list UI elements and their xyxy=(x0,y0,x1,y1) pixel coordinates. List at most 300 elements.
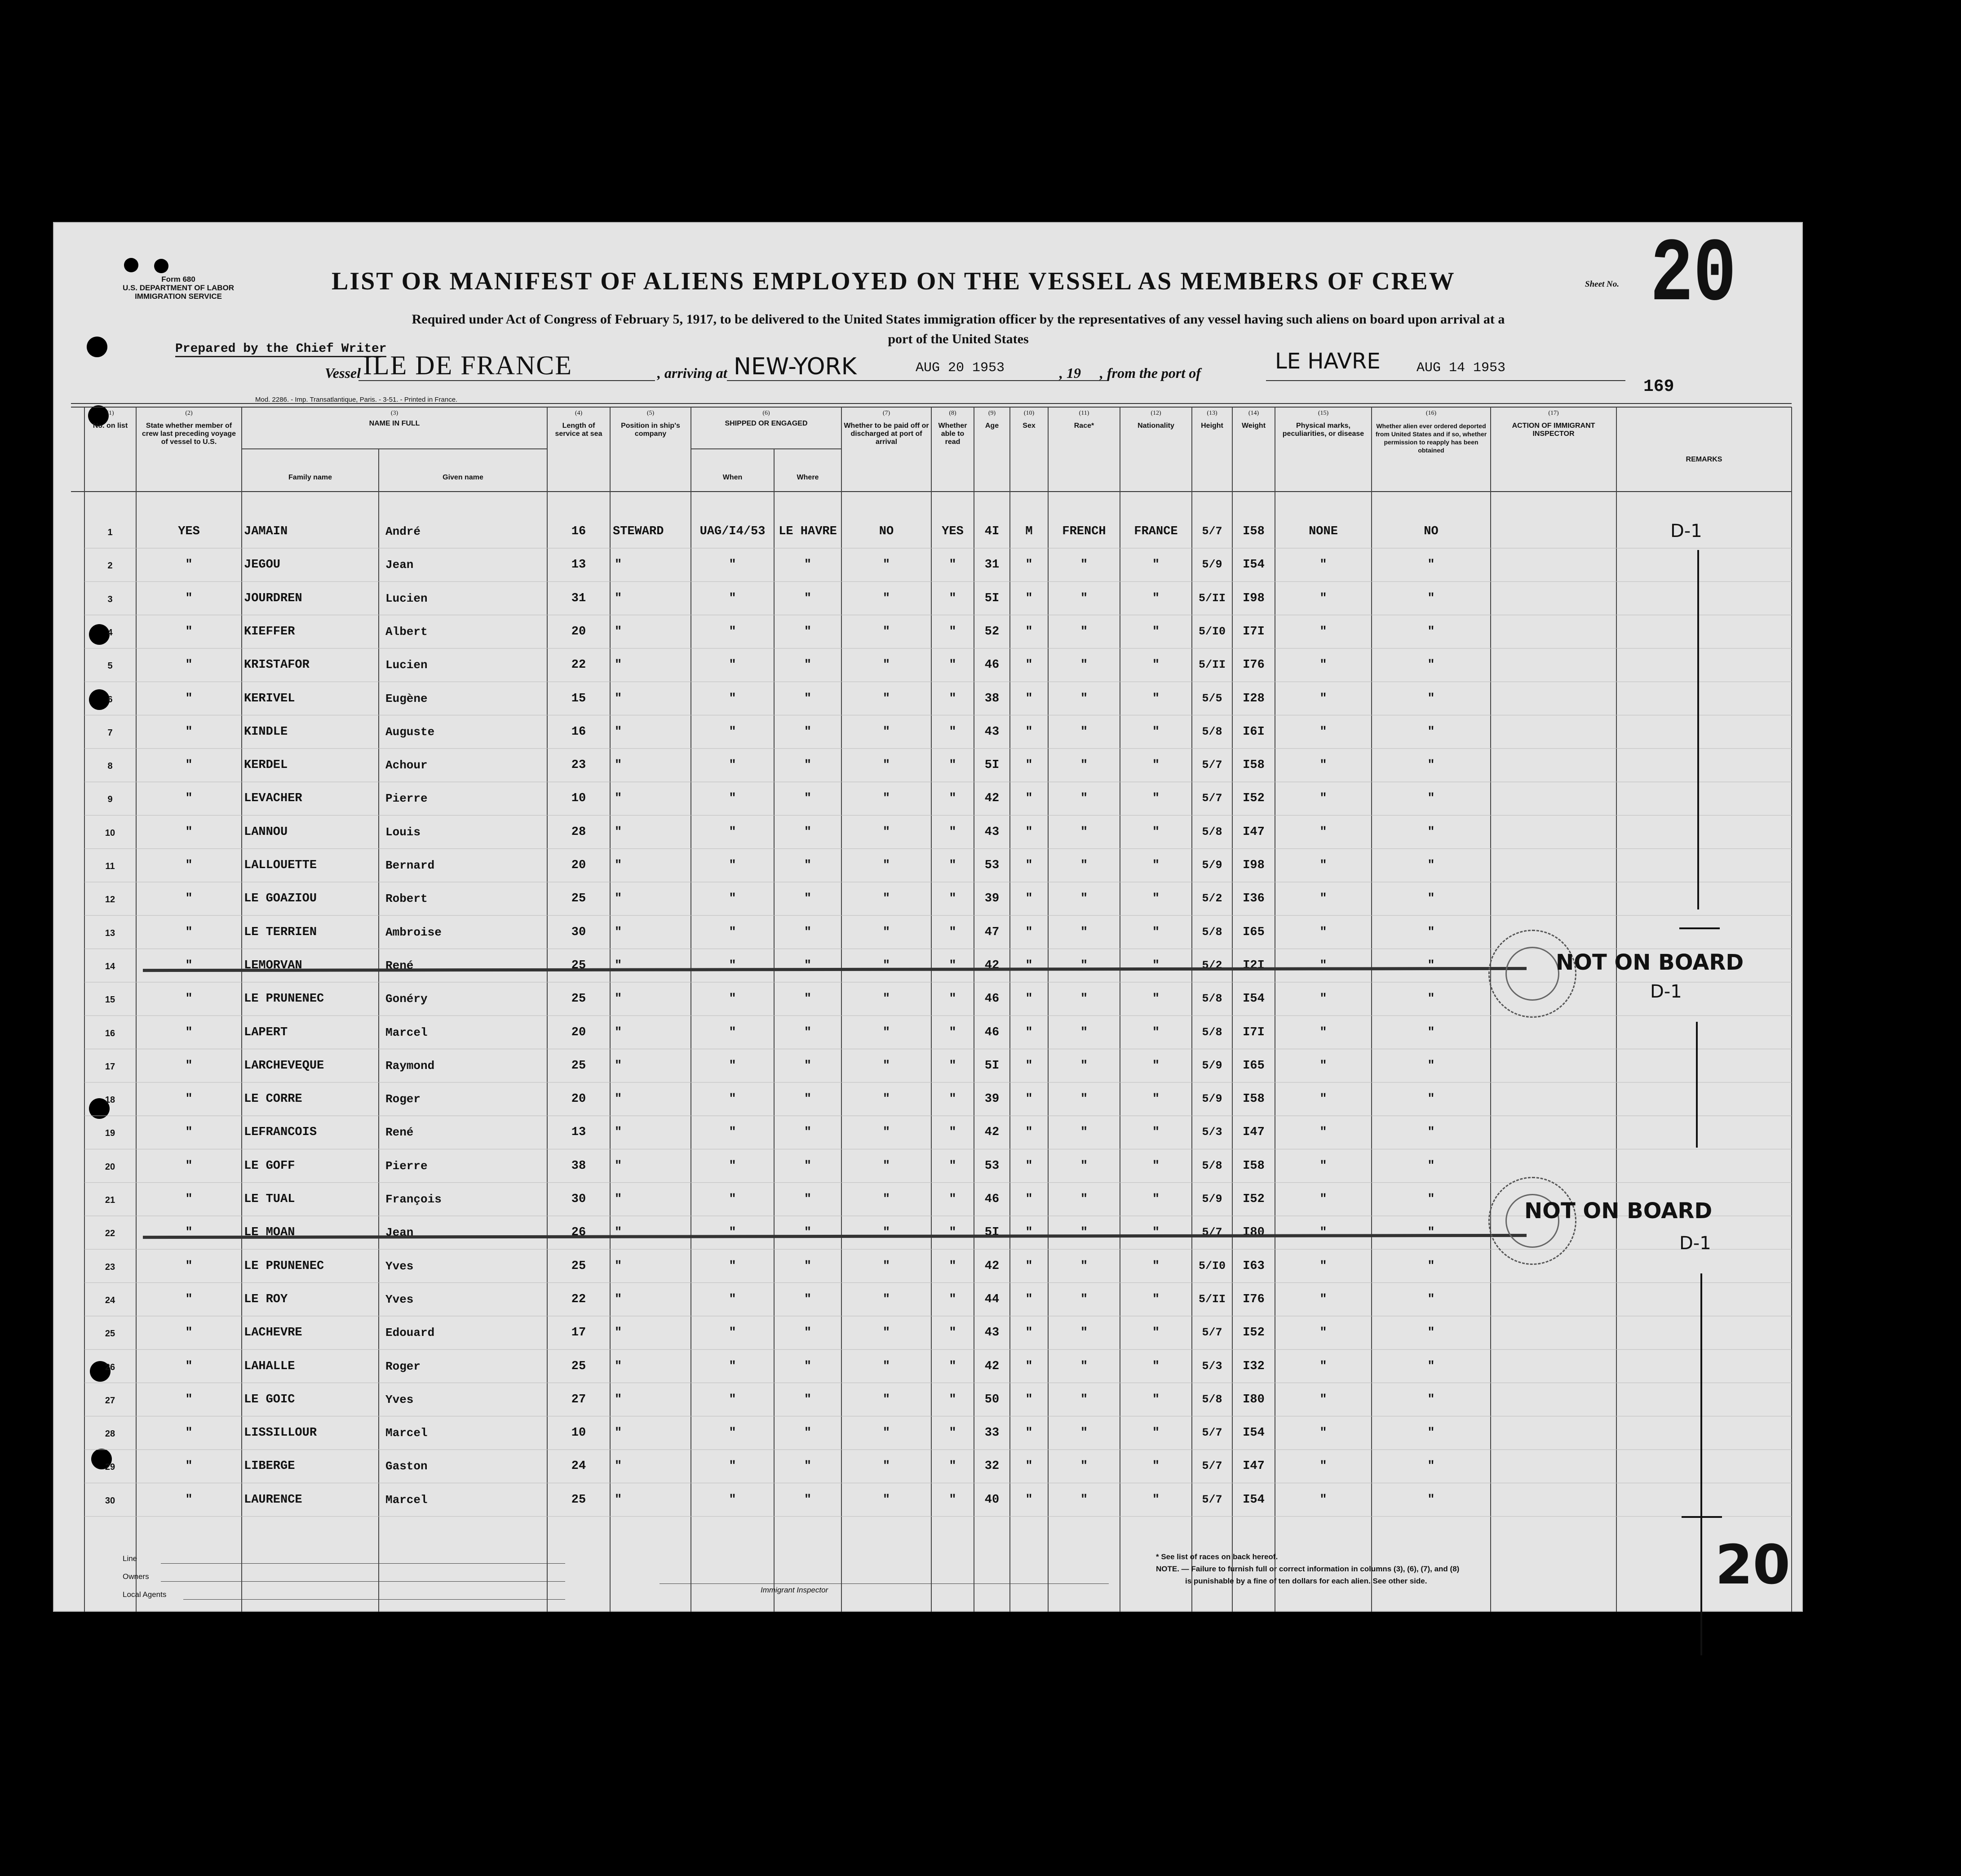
physical-marks: " xyxy=(1319,1226,1327,1240)
able-to-read: " xyxy=(949,1292,956,1306)
physical-marks: " xyxy=(1319,1259,1327,1273)
row-number: 15 xyxy=(105,995,115,1005)
position: " xyxy=(615,1025,622,1039)
manifest-sheet xyxy=(53,222,1803,1612)
sheet-number-bottom: 20 xyxy=(1715,1534,1790,1597)
nationality: " xyxy=(1152,825,1160,839)
physical-marks: " xyxy=(1319,892,1327,906)
prev-voyage: " xyxy=(185,1259,193,1273)
row-number: 13 xyxy=(105,928,115,938)
height: 5/II xyxy=(1198,591,1226,605)
remark-bracket-end xyxy=(1679,927,1720,929)
given-name: Auguste xyxy=(385,725,435,739)
sex: " xyxy=(1025,958,1033,972)
able-to-read: " xyxy=(949,859,956,872)
given-name: André xyxy=(385,525,421,538)
position: " xyxy=(615,1359,622,1373)
nationality: " xyxy=(1152,1292,1160,1306)
given-name: Marcel xyxy=(385,1493,428,1507)
nationality: " xyxy=(1152,692,1160,705)
sex: " xyxy=(1025,1493,1033,1507)
nationality: " xyxy=(1152,892,1160,906)
height: 5/8 xyxy=(1202,992,1222,1006)
prev-voyage: YES xyxy=(178,525,200,538)
age: 33 xyxy=(984,1426,1000,1440)
family-name-header: Family name xyxy=(288,474,332,481)
given-name: Pierre xyxy=(385,792,428,806)
height: 5/3 xyxy=(1202,1126,1222,1139)
age: 52 xyxy=(984,625,1000,639)
shipped-when: UAG/I4/53 xyxy=(699,525,766,538)
c16-number: (16) xyxy=(1425,410,1437,417)
deported: " xyxy=(1427,1326,1435,1340)
position: STEWARD xyxy=(613,525,664,538)
deported: " xyxy=(1427,825,1435,839)
nationality: " xyxy=(1152,1025,1160,1039)
row-number: 5 xyxy=(107,661,113,671)
able-to-read: " xyxy=(949,658,956,672)
height: 5/3 xyxy=(1202,1359,1222,1373)
height: 5/8 xyxy=(1202,1393,1222,1406)
sex: " xyxy=(1025,1092,1033,1106)
shipped-where-header: Where xyxy=(797,474,819,481)
shipped-when: " xyxy=(729,1025,736,1039)
sex: " xyxy=(1025,825,1033,839)
physical-marks: " xyxy=(1319,1126,1327,1140)
given-name: Jean xyxy=(385,1226,414,1240)
family-name: KRISTAFOR xyxy=(244,658,310,672)
sheet-number-label: Sheet No. xyxy=(1585,279,1619,289)
c13-header: Height xyxy=(1201,422,1223,430)
weight: I76 xyxy=(1243,1292,1265,1306)
paid-off: " xyxy=(882,1259,890,1273)
given-name: Bernard xyxy=(385,859,435,872)
prev-voyage: " xyxy=(185,1092,193,1106)
deported: " xyxy=(1427,1226,1435,1240)
family-name: LE PRUNENEC xyxy=(244,992,324,1006)
service-length: 10 xyxy=(571,1426,586,1440)
prev-voyage: " xyxy=(185,792,193,806)
shipped-where: " xyxy=(804,792,812,806)
race: " xyxy=(1080,1092,1088,1106)
position: " xyxy=(615,1426,622,1440)
shipped-where: " xyxy=(804,958,812,972)
sex: " xyxy=(1025,758,1033,772)
weight: I63 xyxy=(1243,1259,1265,1273)
position: " xyxy=(615,792,622,806)
weight: I76 xyxy=(1243,658,1265,672)
prepared-by: Prepared by the Chief Writer xyxy=(175,342,386,357)
service-length: 26 xyxy=(571,1226,586,1240)
service-length: 25 xyxy=(571,1493,586,1507)
deported: " xyxy=(1427,558,1435,572)
shipped-where: " xyxy=(804,992,812,1006)
shipped-when: " xyxy=(729,1426,736,1440)
deported: " xyxy=(1427,1193,1435,1206)
paid-off: " xyxy=(882,1126,890,1140)
service-length: 30 xyxy=(571,925,586,939)
paid-off: " xyxy=(882,1092,890,1106)
agents-field xyxy=(183,1599,565,1600)
height: 5/II xyxy=(1198,1292,1226,1306)
able-to-read: " xyxy=(949,1226,956,1240)
row-number: 4 xyxy=(107,627,113,638)
deported: " xyxy=(1427,725,1435,739)
race: " xyxy=(1080,591,1088,605)
physical-marks: " xyxy=(1319,1159,1327,1173)
row-number: 11 xyxy=(105,861,115,871)
shipped-when: " xyxy=(729,859,736,872)
nationality: " xyxy=(1152,1259,1160,1273)
deported: " xyxy=(1427,958,1435,972)
able-to-read: " xyxy=(949,1393,956,1406)
race: " xyxy=(1080,1259,1088,1273)
position: " xyxy=(615,1159,622,1173)
deported: " xyxy=(1427,792,1435,806)
footnote-note: NOTE. — Failure to furnish full or correct information in columns (3), (6), (7), and (8) xyxy=(1156,1565,1460,1573)
physical-marks: " xyxy=(1319,958,1327,972)
paid-off: " xyxy=(882,859,890,872)
service-length: 24 xyxy=(571,1459,586,1473)
service-length: 25 xyxy=(571,892,586,906)
prev-voyage: " xyxy=(185,925,193,939)
deported: " xyxy=(1427,1259,1435,1273)
service-length: 20 xyxy=(571,859,586,872)
nationality: " xyxy=(1152,925,1160,939)
prev-voyage: " xyxy=(185,992,193,1006)
prev-voyage: " xyxy=(185,1292,193,1306)
age: 32 xyxy=(984,1459,1000,1473)
race: " xyxy=(1080,992,1088,1006)
shipped-when: " xyxy=(729,825,736,839)
sex: " xyxy=(1025,1025,1033,1039)
deported: NO xyxy=(1424,525,1439,538)
race: " xyxy=(1080,1326,1088,1340)
prev-voyage: " xyxy=(185,825,193,839)
paid-off: " xyxy=(882,1326,890,1340)
row-number: 23 xyxy=(105,1262,115,1272)
c14-number: (14) xyxy=(1248,410,1259,417)
able-to-read: " xyxy=(949,925,956,939)
physical-marks: " xyxy=(1319,1359,1327,1373)
c9-header: Age xyxy=(985,422,999,430)
height: 5/8 xyxy=(1202,825,1222,838)
shipped-when: " xyxy=(729,992,736,1006)
weight: I36 xyxy=(1243,892,1265,906)
family-name: LAHALLE xyxy=(244,1359,295,1373)
weight: I80 xyxy=(1243,1393,1265,1406)
prev-voyage: " xyxy=(185,658,193,672)
owners-field xyxy=(161,1581,565,1582)
shipped-when-header: When xyxy=(722,474,743,481)
given-name: Pierre xyxy=(385,1159,428,1173)
given-name: René xyxy=(385,1126,414,1140)
paid-off: " xyxy=(882,725,890,739)
shipped-when: " xyxy=(729,892,736,906)
able-to-read: YES xyxy=(942,525,964,538)
position: " xyxy=(615,1226,622,1240)
paid-off: " xyxy=(882,1426,890,1440)
form-number: Form 680 xyxy=(161,275,195,284)
family-name: LEFRANCOIS xyxy=(244,1126,317,1140)
footnote-races: * See list of races on back hereof. xyxy=(1156,1552,1278,1561)
year-label: , 19 xyxy=(1059,365,1081,381)
row-number: 2 xyxy=(107,561,113,571)
race: " xyxy=(1080,1359,1088,1373)
race: " xyxy=(1080,1493,1088,1507)
given-name: François xyxy=(385,1193,442,1206)
shipped-where: " xyxy=(804,1259,812,1273)
nationality: " xyxy=(1152,958,1160,972)
vessel-label: Vessel xyxy=(325,365,361,381)
physical-marks: " xyxy=(1319,1459,1327,1473)
given-name: Achour xyxy=(385,758,428,772)
paid-off: " xyxy=(882,825,890,839)
able-to-read: " xyxy=(949,792,956,806)
age: 5I xyxy=(984,1059,1000,1073)
requirement-line-2: port of the United States xyxy=(888,332,1029,346)
age: 46 xyxy=(984,658,1000,672)
height: 5/9 xyxy=(1202,1092,1222,1106)
race: " xyxy=(1080,1459,1088,1473)
able-to-read: " xyxy=(949,591,956,605)
physical-marks: " xyxy=(1319,758,1327,772)
prev-voyage: " xyxy=(185,1226,193,1240)
c6-number: (6) xyxy=(762,410,770,417)
departure-port: LE HAVRE xyxy=(1275,349,1381,374)
shipped-where: " xyxy=(804,625,812,639)
local-agents-label: Local Agents xyxy=(123,1590,167,1599)
c2-header: State whether member of crew last preceding voyage of vessel to U.S. xyxy=(142,422,236,446)
shipped-when: " xyxy=(729,1126,736,1140)
deported: " xyxy=(1427,1126,1435,1140)
row-number: 20 xyxy=(105,1162,115,1172)
prev-voyage: " xyxy=(185,725,193,739)
shipped-where: " xyxy=(804,825,812,839)
c11-header: Race* xyxy=(1074,422,1094,430)
row-number: 21 xyxy=(105,1195,115,1205)
paid-off: " xyxy=(882,1493,890,1507)
department: U.S. DEPARTMENT OF LABOR xyxy=(123,284,235,292)
given-name: Jean xyxy=(385,558,414,572)
sex: " xyxy=(1025,859,1033,872)
shipped-where: " xyxy=(804,591,812,605)
nationality: " xyxy=(1152,1193,1160,1206)
nationality: " xyxy=(1152,792,1160,806)
height: 5/9 xyxy=(1202,1193,1222,1206)
given-name-header: Given name xyxy=(443,474,483,481)
physical-marks: " xyxy=(1319,692,1327,705)
position: " xyxy=(615,658,622,672)
shipped-where: " xyxy=(804,1159,812,1173)
paid-off: NO xyxy=(879,525,894,538)
position: " xyxy=(615,1459,622,1473)
shipped-when: " xyxy=(729,958,736,972)
paid-off: " xyxy=(882,692,890,705)
sex: " xyxy=(1025,1193,1033,1206)
family-name: LE GOAZIOU xyxy=(244,892,317,906)
family-name: LISSILLOUR xyxy=(244,1426,317,1440)
position: " xyxy=(615,625,622,639)
able-to-read: " xyxy=(949,1493,956,1507)
sex: " xyxy=(1025,1126,1033,1140)
nationality: " xyxy=(1152,1359,1160,1373)
shipped-when: " xyxy=(729,1159,736,1173)
race: " xyxy=(1080,758,1088,772)
position: " xyxy=(615,1326,622,1340)
weight: I2I xyxy=(1243,958,1265,972)
age: 39 xyxy=(984,1092,1000,1106)
given-name: Yves xyxy=(385,1259,414,1273)
remark-d1-top: D-1 xyxy=(1670,521,1702,541)
height: 5/9 xyxy=(1202,859,1222,872)
family-name: LIBERGE xyxy=(244,1459,295,1473)
sex: " xyxy=(1025,625,1033,639)
deported: " xyxy=(1427,1292,1435,1306)
given-name: Marcel xyxy=(385,1426,428,1440)
physical-marks: " xyxy=(1319,1426,1327,1440)
row-number: 25 xyxy=(105,1329,115,1339)
able-to-read: " xyxy=(949,1126,956,1140)
sex: " xyxy=(1025,1159,1033,1173)
shipped-where: " xyxy=(804,1193,812,1206)
shipped-where: " xyxy=(804,1126,812,1140)
physical-marks: " xyxy=(1319,925,1327,939)
weight: I28 xyxy=(1243,692,1265,705)
shipped-when: " xyxy=(729,925,736,939)
height: 5/5 xyxy=(1202,692,1222,705)
service-length: 13 xyxy=(571,1126,586,1140)
service-length: 20 xyxy=(571,1025,586,1039)
paid-off: " xyxy=(882,1193,890,1206)
age: 46 xyxy=(984,1025,1000,1039)
height: 5/9 xyxy=(1202,1059,1222,1072)
age: 5I xyxy=(984,1226,1000,1240)
shipped-when: " xyxy=(729,1092,736,1106)
deported: " xyxy=(1427,1059,1435,1073)
given-name: Lucien xyxy=(385,591,428,605)
family-name: LACHEVRE xyxy=(244,1326,302,1340)
service-length: 25 xyxy=(571,958,586,972)
prev-voyage: " xyxy=(185,1193,193,1206)
given-name: Gaston xyxy=(385,1459,428,1473)
age: 46 xyxy=(984,992,1000,1006)
weight: I65 xyxy=(1243,1059,1265,1073)
nationality: " xyxy=(1152,1092,1160,1106)
sex: " xyxy=(1025,1459,1033,1473)
sex: " xyxy=(1025,1259,1033,1273)
nationality: " xyxy=(1152,1459,1160,1473)
row-number: 12 xyxy=(105,895,115,905)
family-name: KINDLE xyxy=(244,725,288,739)
prev-voyage: " xyxy=(185,1426,193,1440)
able-to-read: " xyxy=(949,1359,956,1373)
height: 5/I0 xyxy=(1198,1259,1226,1273)
age: 39 xyxy=(984,892,1000,906)
shipped-when: " xyxy=(729,1226,736,1240)
given-name: Roger xyxy=(385,1092,421,1106)
sheet-number: 20 xyxy=(1650,225,1737,327)
sex: " xyxy=(1025,1059,1033,1073)
position: " xyxy=(615,558,622,572)
family-name: LE GOIC xyxy=(244,1393,295,1406)
remark-d1-low: D-1 xyxy=(1679,1233,1711,1254)
paid-off: " xyxy=(882,958,890,972)
c17-header: ACTION OF IMMIGRANT INSPECTOR xyxy=(1512,422,1595,438)
prev-voyage: " xyxy=(185,558,193,572)
nationality: " xyxy=(1152,591,1160,605)
family-name: LE PRUNENEC xyxy=(244,1259,324,1273)
deported: " xyxy=(1427,925,1435,939)
race: " xyxy=(1080,1393,1088,1406)
from-port-label: , from the port of xyxy=(1100,365,1201,381)
row-number: 29 xyxy=(105,1462,115,1472)
arrival-date: AUG 20 1953 xyxy=(916,360,1005,376)
paid-off: " xyxy=(882,558,890,572)
service-length: 31 xyxy=(571,591,586,605)
paid-off: " xyxy=(882,658,890,672)
race: " xyxy=(1080,958,1088,972)
able-to-read: " xyxy=(949,758,956,772)
family-name: KERIVEL xyxy=(244,692,295,705)
shipped-when: " xyxy=(729,1193,736,1206)
race: " xyxy=(1080,1193,1088,1206)
prev-voyage: " xyxy=(185,591,193,605)
sex: " xyxy=(1025,725,1033,739)
able-to-read: " xyxy=(949,692,956,705)
family-name: LE TERRIEN xyxy=(244,925,317,939)
position: " xyxy=(615,1292,622,1306)
service-length: 25 xyxy=(571,992,586,1006)
weight: I7I xyxy=(1243,625,1265,639)
row-number: 6 xyxy=(107,694,113,705)
prev-voyage: " xyxy=(185,859,193,872)
shipped-when: " xyxy=(729,658,736,672)
race: " xyxy=(1080,558,1088,572)
paid-off: " xyxy=(882,1025,890,1039)
shipped-where: " xyxy=(804,1359,812,1373)
race: " xyxy=(1080,859,1088,872)
service-length: 10 xyxy=(571,792,586,806)
vessel-name: ILE DE FRANCE xyxy=(363,350,572,380)
family-name: LE TUAL xyxy=(244,1193,295,1206)
shipped-when: " xyxy=(729,1326,736,1340)
prev-voyage: " xyxy=(185,1059,193,1073)
row-number: 10 xyxy=(105,828,115,838)
given-name: Yves xyxy=(385,1393,414,1406)
sex: " xyxy=(1025,591,1033,605)
physical-marks: " xyxy=(1319,1193,1327,1206)
line-field xyxy=(161,1563,565,1564)
position: " xyxy=(615,1393,622,1406)
given-name: Robert xyxy=(385,892,428,906)
family-name: LE MOAN xyxy=(244,1226,295,1240)
able-to-read: " xyxy=(949,1193,956,1206)
paid-off: " xyxy=(882,1159,890,1173)
deported: " xyxy=(1427,625,1435,639)
row-number: 18 xyxy=(105,1095,115,1105)
departure-date: AUG 14 1953 xyxy=(1417,360,1506,376)
deported: " xyxy=(1427,1393,1435,1406)
shipped-where: " xyxy=(804,1292,812,1306)
weight: I47 xyxy=(1243,1459,1265,1473)
weight: I52 xyxy=(1243,1193,1265,1206)
service-length: 23 xyxy=(571,758,586,772)
weight: I47 xyxy=(1243,825,1265,839)
shipped-where: " xyxy=(804,892,812,906)
height: 5/7 xyxy=(1202,1426,1222,1440)
able-to-read: " xyxy=(949,1426,956,1440)
